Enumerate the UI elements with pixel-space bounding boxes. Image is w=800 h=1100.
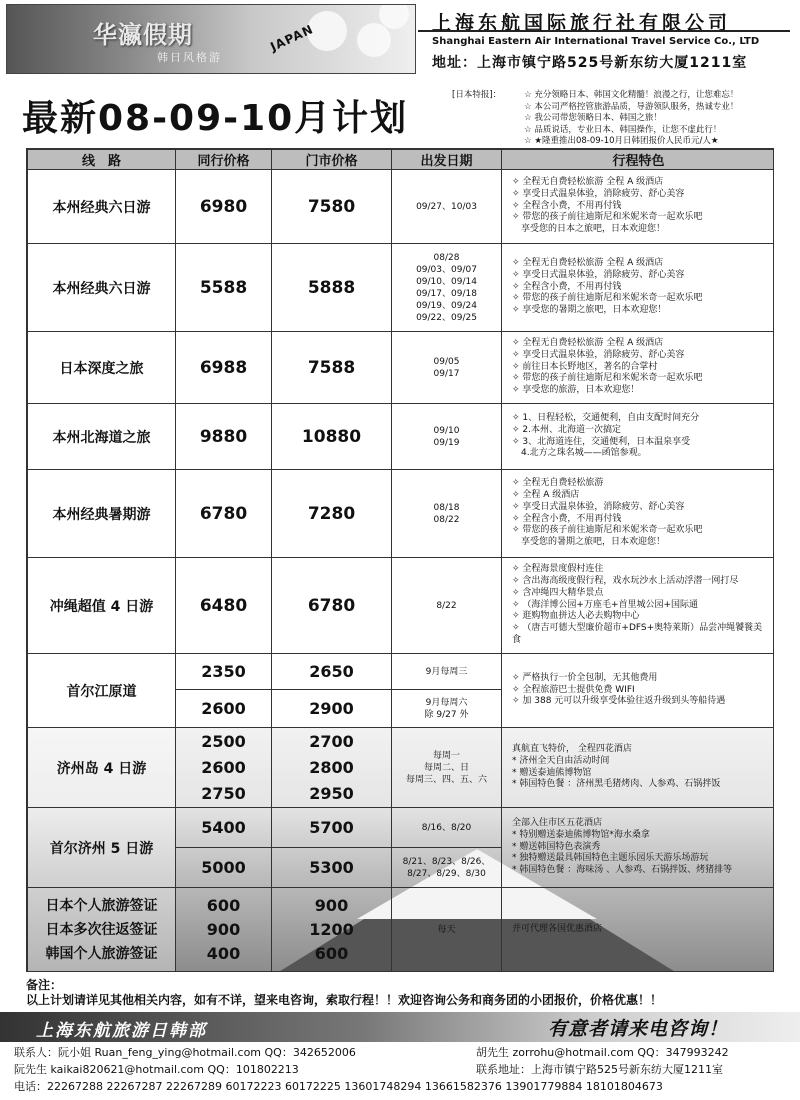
peer-price: 2750 <box>201 783 246 803</box>
page-title: 最新08-09-10月计划 <box>22 98 409 139</box>
notice-head: [日本特报]： <box>452 90 502 100</box>
departure-dates <box>392 728 502 808</box>
feature-item: 全部入住市区五花酒店 <box>512 818 603 828</box>
features-cell <box>502 558 775 654</box>
table-row <box>28 244 775 332</box>
peer-price: 900 <box>206 919 241 939</box>
peer-price: 400 <box>206 943 241 963</box>
features-cell <box>502 332 775 404</box>
notice-item: ☆ ★隆重推出08-09-10月日韩团报价人民币元/人★ <box>524 136 719 146</box>
table-row <box>28 170 775 244</box>
visa-route-list <box>28 888 176 972</box>
retail-price: 600 <box>314 943 349 963</box>
route-name: 本州北海道之旅 <box>28 404 176 470</box>
peer-price: 5400 <box>176 808 272 848</box>
peer-price: 9880 <box>176 404 272 470</box>
table-row <box>28 654 775 690</box>
col-header-route: 线 路 <box>28 150 176 170</box>
contact-address: 联系地址：上海市镇宁路525号新东纺大厦1211室 <box>476 1063 723 1076</box>
japan-tag: JAPAN <box>268 21 316 55</box>
route-name: 本州经典六日游 <box>28 244 176 332</box>
feature-item: ✧ 全程无自费轻松旅游 全程 A 级酒店 <box>512 338 664 348</box>
departure-dates: 8/21、8/23、8/26、 8/27、8/29、8/30 <box>392 848 502 888</box>
date-item: 09/10、09/14 <box>416 276 477 287</box>
col-header-retail-price: 门市价格 <box>272 150 392 170</box>
feature-item: ✧ 享受日式温泉体验，消除疲劳、舒心美容 <box>512 269 685 280</box>
feature-item: ✧ 全程含小费，不用再付钱 <box>512 281 622 292</box>
feature-item: ✧ 全程无自费轻松旅游 全程 A 级酒店 <box>512 258 664 268</box>
features-cell <box>502 654 775 728</box>
departure-dates: 每天 <box>392 888 502 972</box>
feature-item: ✧ 加 388 元可以升级享受体验往返升级到头等船待遇 <box>512 696 726 707</box>
remarks-text: 以上计划请详见其他相关内容，如有不详，望来电咨询，索取行程！！欢迎咨询公务和商务团的小团报价，价格优惠！！ <box>26 993 663 1007</box>
date-item: 09/27、10/03 <box>416 201 477 212</box>
feature-item: ✧ 带您的孩子前往迪斯尼和米妮米奇一起欢乐吧 <box>512 293 703 304</box>
call-to-action: 有意者请来电咨询！ <box>548 1018 729 1040</box>
retail-price: 1200 <box>309 919 354 939</box>
phone-numbers: 电话：22267288 22267287 22267289 60172223 60172225 13601748294 13661582376 13901779884 18101804673 <box>14 1080 663 1093</box>
feature-item: ✧ 全程海景度假村连住 <box>512 564 604 575</box>
feature-item: ✧ 享受您的旅游，日本欢迎您！ <box>512 385 640 396</box>
route-name: 韩国个人旅游签证 <box>45 945 158 962</box>
col-header-dates: 出发日期 <box>392 150 502 170</box>
peer-price: 2600 <box>201 757 246 777</box>
department-name: 上海东航旅游日韩部 <box>36 1021 207 1041</box>
feature-item: ✧ （海洋博公园+万座毛+首里城公园+国际通 <box>512 599 699 610</box>
company-name-cn: 上海东航国际旅行社有限公司 <box>432 12 732 34</box>
route-name: 日本深度之旅 <box>28 332 176 404</box>
company-address: 地址：上海市镇宁路525号新东纺大厦1211室 <box>432 55 748 71</box>
contact-line: 胡先生 zorrohu@hotmail.com QQ：347993242 <box>476 1046 729 1059</box>
peer-price: 2350 <box>176 654 272 690</box>
date-item: 08/22 <box>433 514 460 525</box>
date-item: 每周一 <box>432 750 460 761</box>
feature-item: ✧ 享受日式温泉体验，消除疲劳、舒心美容 <box>512 188 685 199</box>
col-header-peer-price: 同行价格 <box>176 150 272 170</box>
feature-item: ✧ 享受日式温泉体验，消除疲劳、舒心美容 <box>512 349 685 360</box>
features-cell <box>502 244 775 332</box>
feature-item: * 韩国特色餐 ：济州黑毛猪烤肉、人参鸡、石锅拌饭 <box>512 779 721 790</box>
brand-banner <box>6 4 416 74</box>
feature-item: ✧ 全程无自费轻松旅游 <box>512 478 604 489</box>
brand-slogan: 韩日风格游 <box>157 51 222 64</box>
feature-item: * 赠送泰迪熊博物馆 <box>512 767 592 778</box>
departure-dates <box>392 170 502 244</box>
feature-item: ✧ 享受日式温泉体验，消除疲劳、舒心美容 <box>512 501 685 512</box>
feature-item: ✧ 前往日本长野地区，著名的合掌村 <box>512 361 658 372</box>
remarks <box>26 978 786 1008</box>
route-name: 首尔江原道 <box>28 654 176 728</box>
notice-item: ☆ 品质说话，专业日本、韩国操作，让您不虚此行！ <box>524 124 722 135</box>
feature-item: * 独特赠送最具韩国特色主题乐园乐天游乐场游玩 <box>512 853 709 864</box>
retail-price: 7588 <box>272 332 392 404</box>
price-table <box>27 149 774 972</box>
date-item: 09/19、09/24 <box>416 300 477 311</box>
feature-item: ✧ 全程含小费，不用再付钱 <box>512 513 622 524</box>
notice-box <box>452 90 792 148</box>
brand-name: 华瀛假期 <box>93 20 193 49</box>
table-row <box>28 728 775 808</box>
peer-price: 2500 <box>201 731 246 751</box>
retail-price: 2800 <box>309 757 354 777</box>
remarks-label: 备注： <box>26 978 63 992</box>
table-header-row <box>28 150 775 170</box>
blossom-icon <box>357 23 391 57</box>
notice-item: ☆ 充分领略日本、韩国文化精髓！浪漫之行，让您难忘！ <box>524 90 739 100</box>
departure-dates <box>392 332 502 404</box>
route-name: 冲绳超值 4 日游 <box>28 558 176 654</box>
date-item: 08/18 <box>433 502 460 513</box>
peer-price: 6988 <box>176 332 272 404</box>
peer-price: 6980 <box>176 170 272 244</box>
retail-price: 6780 <box>272 558 392 654</box>
date-item: 每周三、四、五、六 <box>405 774 487 785</box>
feature-item: 享受您的日本之旅吧，日本欢迎您！ <box>512 224 666 235</box>
feature-item: * 赠送韩国特色表演秀 <box>512 841 601 852</box>
feature-item: ✧ 带您的孩子前往迪斯尼和米妮米奇一起欢乐吧 <box>512 212 703 223</box>
retail-price: 2700 <box>309 731 354 751</box>
departure-dates <box>392 404 502 470</box>
peer-price: 5000 <box>176 848 272 888</box>
departure-dates: 8/16、8/20 <box>392 808 502 848</box>
price-table-wrapper <box>26 148 774 972</box>
notice-item: ☆ 我公司带您领略日本、韩国之旅！ <box>524 113 662 123</box>
feature-item: ✧ 带您的孩子前往迪斯尼和米妮米奇一起欢乐吧 <box>512 373 703 384</box>
features-cell <box>502 728 775 808</box>
feature-item: ✧ 全程旅游巴士提供免费 WIFI <box>512 684 635 695</box>
feature-item: ✧ 逛购物血拼达人必去购物中心 <box>512 611 640 622</box>
date-item: 09/17 <box>433 368 460 379</box>
divider <box>418 30 790 32</box>
date-item: 09/22、09/25 <box>416 312 477 323</box>
date-item: 09/19 <box>433 437 460 448</box>
table-row <box>28 808 775 848</box>
retail-price: 7580 <box>272 170 392 244</box>
peer-price-list <box>176 888 272 972</box>
route-name: 本州经典六日游 <box>28 170 176 244</box>
feature-item: ✧ 带您的孩子前往迪斯尼和米妮米奇一起欢乐吧 <box>512 525 703 536</box>
col-header-features: 行程特色 <box>502 150 775 170</box>
route-name: 首尔济州 5 日游 <box>28 808 176 888</box>
retail-price: 900 <box>314 895 349 915</box>
feature-item: * 韩国特色餐 ：海味汤 、人参鸡、石锅拌饭、烤猪排等 <box>512 865 733 876</box>
feature-item: * 特别赠送泰迪熊博物馆*海水桑拿 <box>512 829 650 840</box>
date-item: 09/17、09/18 <box>416 288 477 299</box>
departure-dates <box>392 470 502 558</box>
contact-line: 联系人：阮小姐 Ruan_feng_ying@hotmail.com QQ：342652006 <box>14 1046 356 1059</box>
feature-item: ✧ 全程无自费轻松旅游 全程 A 级酒店 <box>512 177 664 187</box>
peer-price: 6780 <box>176 470 272 558</box>
retail-price-list <box>272 728 392 808</box>
peer-price: 6480 <box>176 558 272 654</box>
company-name-en: Shanghai Eastern Air International Travel Service Co., LTD <box>432 36 760 47</box>
route-name: 日本个人旅游签证 <box>45 897 158 914</box>
route-name: 日本多次往返签证 <box>45 921 158 938</box>
features-cell <box>502 470 775 558</box>
departure-dates: 9月每周六 除 9/27 外 <box>392 690 502 728</box>
header <box>0 0 800 82</box>
retail-price: 2900 <box>272 690 392 728</box>
departure-dates: 9月每周三 <box>392 654 502 690</box>
features-cell <box>502 404 775 470</box>
retail-price: 2950 <box>309 783 354 803</box>
features-cell <box>502 808 775 888</box>
table-row <box>28 404 775 470</box>
contact-line: 阮先生 kaikai820621@hotmail.com QQ：101802213 <box>14 1063 299 1076</box>
feature-item: ✧ 享受您的暑期之旅吧，日本欢迎您！ <box>512 305 667 316</box>
date-item: 09/05 <box>433 356 460 367</box>
peer-price-list <box>176 728 272 808</box>
feature-item: ✧ 1、日程轻松，交通便利，自由支配时间充分 <box>512 412 700 423</box>
features-cell <box>502 170 775 244</box>
date-item: 09/03、09/07 <box>416 264 477 275</box>
feature-item: ✧ 全程 A 级酒店 <box>512 489 580 500</box>
retail-price: 5888 <box>272 244 392 332</box>
date-item: 8/22 <box>436 600 457 611</box>
feature-item: 享受您的暑期之旅吧，日本欢迎您！ <box>512 537 666 548</box>
route-name: 本州经典暑期游 <box>28 470 176 558</box>
feature-item: ✧ 含出海高级度假行程，戏水玩沙水上活动浮潜一网打尽 <box>512 576 739 586</box>
peer-price: 5588 <box>176 244 272 332</box>
peer-price: 2600 <box>176 690 272 728</box>
feature-item: ✧ （唐吉可德大型廉价超市+DFS+奥特莱斯）品尝冲绳饕餮美食 <box>512 623 763 645</box>
date-item: 09/10 <box>433 425 460 436</box>
retail-price: 7280 <box>272 470 392 558</box>
feature-item: ✧ 严格执行一价全包制，无其他费用 <box>512 672 658 683</box>
feature-item: ✧ 全程含小费，不用再付钱 <box>512 200 622 211</box>
feature-item: * 济州全天自由活动时间 <box>512 755 610 766</box>
retail-price: 5300 <box>272 848 392 888</box>
notice-item: ☆ 本公司严格控管旅游品质，导游领队服务，热诚专业！ <box>524 101 739 112</box>
route-name: 济州岛 4 日游 <box>28 728 176 808</box>
departure-dates <box>392 558 502 654</box>
features-cell: 并可代理各国优惠酒店 <box>502 888 775 972</box>
feature-item: ✧ 3、北海道连住，交通便利，日本温泉享受 <box>512 436 691 447</box>
date-item: 每周二、日 <box>423 762 469 773</box>
feature-item: 真航直飞特价， 全程四花酒店 <box>512 743 632 754</box>
table-row <box>28 470 775 558</box>
table-row <box>28 558 775 654</box>
feature-item: ✧ 2.本州、北海道一次搞定 <box>512 424 621 435</box>
feature-item: 4.北方之珠名城——函馆参观。 <box>512 448 647 459</box>
retail-price: 10880 <box>272 404 392 470</box>
retail-price: 5700 <box>272 808 392 848</box>
table-row <box>28 888 775 972</box>
blossom-icon <box>379 4 409 29</box>
retail-price-list <box>272 888 392 972</box>
peer-price: 600 <box>206 895 241 915</box>
feature-item: ✧ 含冲绳四大精华景点 <box>512 587 604 598</box>
date-item: 08/28 <box>433 252 460 263</box>
departure-dates <box>392 244 502 332</box>
retail-price: 2650 <box>272 654 392 690</box>
table-row <box>28 332 775 404</box>
